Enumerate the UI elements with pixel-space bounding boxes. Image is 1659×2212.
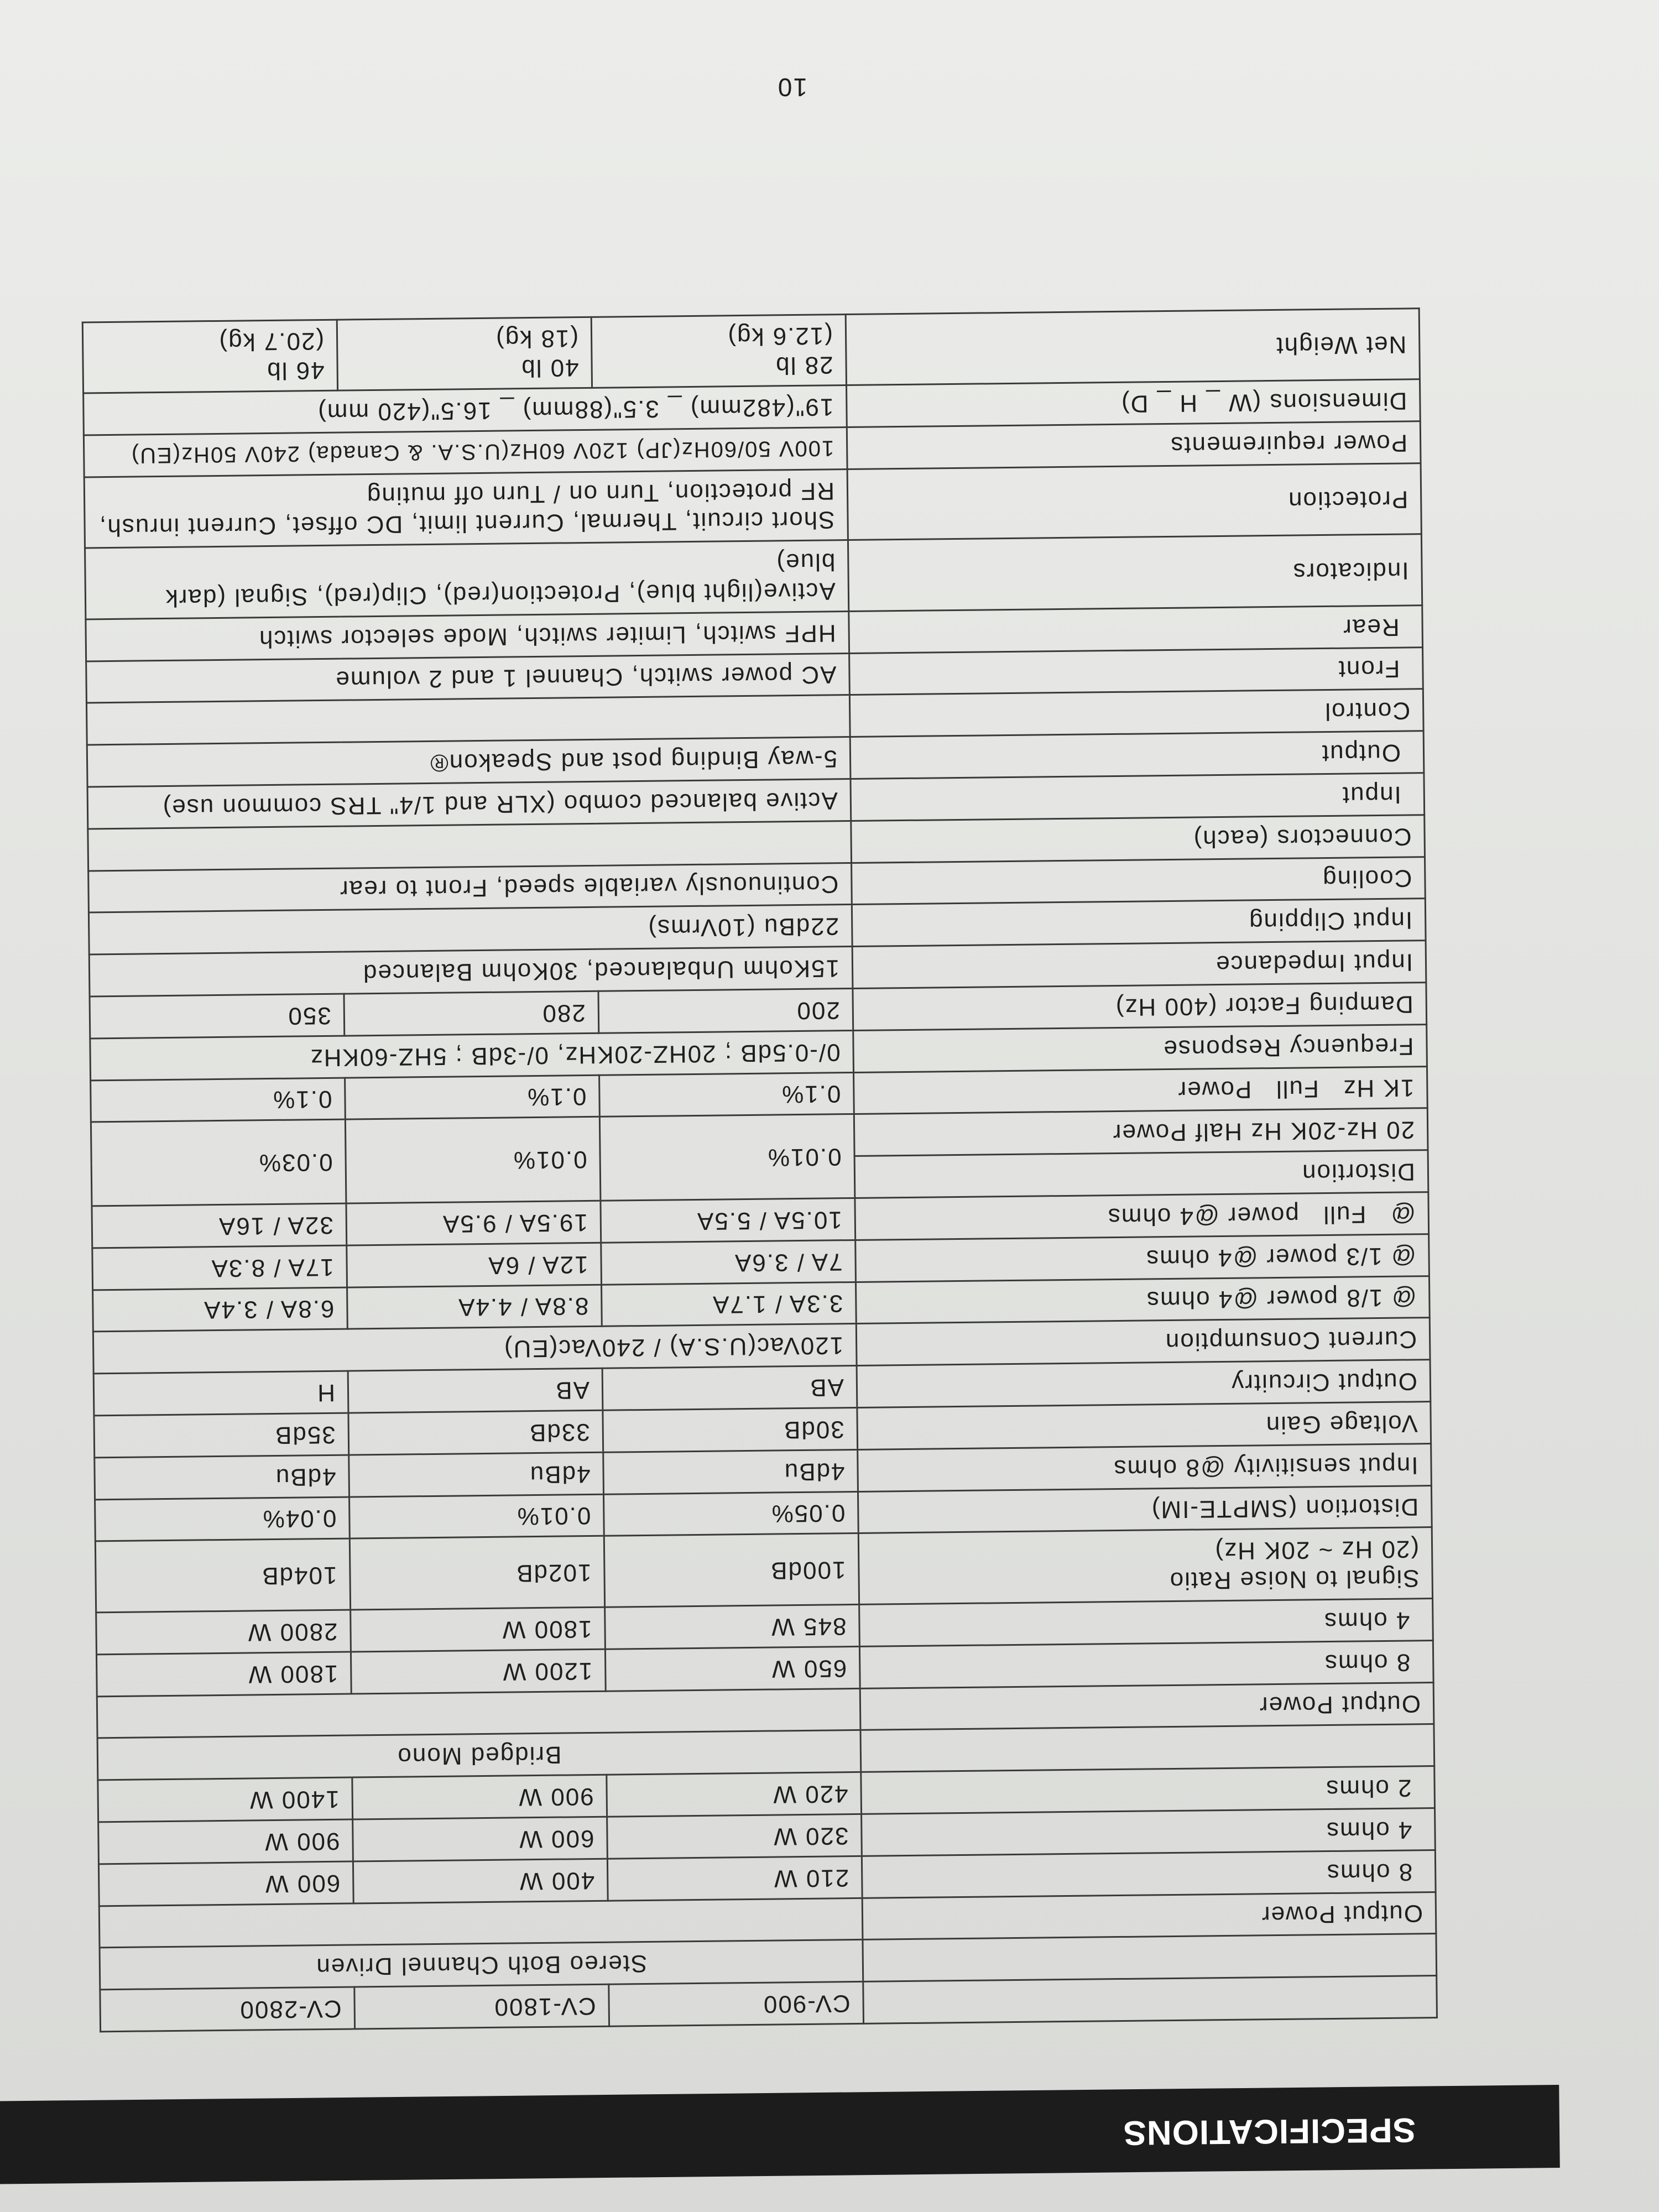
row-label: Dimensions (W _ H _ D) <box>847 379 1421 427</box>
cell-value: 0.1% <box>91 1078 346 1123</box>
row-label: 4 ohms <box>862 1808 1436 1856</box>
cell-value: 900 W <box>98 1819 353 1864</box>
cell-value: 280 <box>344 991 599 1036</box>
row-label: Voltage Gain <box>857 1402 1431 1450</box>
row-label: Output Power <box>860 1682 1434 1730</box>
cell-value: 4dBu <box>349 1452 604 1497</box>
cell-value: 10.5A / 5.5A <box>601 1198 855 1243</box>
cell-value: 650 W <box>605 1646 860 1691</box>
cell-value: 0.01% <box>349 1494 604 1539</box>
cell-value: 30dB <box>603 1407 858 1452</box>
cell-value: 845 W <box>605 1604 860 1649</box>
cell-value: AB <box>348 1369 603 1413</box>
row-label: 8 ohms <box>862 1850 1436 1898</box>
row-label: 2 ohms <box>861 1766 1435 1814</box>
cell-value: Continuously variable speed, Front to rear <box>88 863 852 912</box>
row-label: Distortion <box>854 1150 1428 1198</box>
weight-lb: 40 lb <box>520 354 579 382</box>
row-label-sub: (20 Hz ~ 20K Hz) <box>1214 1535 1420 1565</box>
cell-value: 104dB <box>95 1538 350 1612</box>
weight-kg: (18 kg) <box>494 325 579 353</box>
model-cv900: CV-900 <box>609 1982 864 2027</box>
cell-value: 8.8A / 4.4A <box>347 1285 602 1329</box>
row-label: Frequency Response <box>853 1024 1427 1072</box>
header-label-cell <box>863 1976 1437 2024</box>
section-bridged-label: Bridged Mono <box>97 1730 861 1780</box>
row-label: Cooling <box>852 857 1426 905</box>
row-label: 4 ohms <box>859 1599 1433 1647</box>
cell-value: 3.3A / 1.7A <box>602 1282 857 1327</box>
cell-value: 7A / 3.6A <box>601 1240 856 1285</box>
cell-value-two-line <box>82 320 337 393</box>
row-label: Front <box>849 647 1423 695</box>
cell-value: 4dBu <box>95 1455 349 1500</box>
row-label: Input <box>851 773 1425 821</box>
cell-value: 6.8A / 3.4A <box>93 1287 348 1332</box>
row-label: Current Consumption <box>856 1318 1430 1366</box>
weight-kg: (20.7 kg) <box>218 327 325 356</box>
cell-value: 1800 W <box>351 1607 606 1652</box>
table-row <box>85 534 1422 619</box>
cell-value: 5-way Binding post and Speakon® <box>87 737 851 787</box>
cell-value: 0.03% <box>91 1120 346 1206</box>
row-label: 1K Hz Full Power <box>854 1066 1428 1114</box>
row-label: Net Weight <box>846 308 1420 385</box>
cell-value: 320 W <box>607 1814 862 1859</box>
section-stereo-label: Stereo Both Channel Driven <box>100 1940 863 1990</box>
cell-value: HPF switch, Limiter switch, Mode selector switch <box>86 611 849 661</box>
weight-lb: 28 lb <box>774 351 833 379</box>
row-label: Indicators <box>848 534 1422 611</box>
row-label: Output Power <box>862 1892 1436 1940</box>
cell-value: 400 W <box>353 1859 608 1903</box>
weight-lb: 46 lb <box>266 357 325 385</box>
row-label: Control <box>849 689 1423 737</box>
cell-value: 19"(482mm) _ 3.5"(88mm) _ 16.5"(420 mm) <box>84 385 847 435</box>
section-label-cell <box>860 1724 1434 1772</box>
empty-cell <box>88 821 852 870</box>
cell-value: H <box>93 1371 348 1416</box>
cell-value: 210 W <box>607 1856 862 1901</box>
cell-value: 102dB <box>349 1536 604 1610</box>
cell-value: 1400 W <box>98 1777 353 1822</box>
cell-value: 0.05% <box>603 1491 858 1536</box>
cell-value: 12A / 6A <box>347 1243 602 1287</box>
cell-value: Short circuit, Thermal, Current limit, DC offset, Current inrush, RF protection, Turn on / Turn off muting <box>84 469 848 548</box>
row-label: 8 ohms <box>859 1640 1433 1688</box>
cell-value-two-line <box>591 314 846 388</box>
cell-value: 350 <box>90 994 345 1039</box>
empty-cell <box>86 695 850 745</box>
cell-value: 2800 W <box>96 1610 351 1655</box>
cell-value: 200 <box>598 989 853 1034</box>
page-number: 10 <box>776 73 807 102</box>
cell-value: 120Vac(U.S.A) / 240Vac(EU) <box>93 1324 857 1374</box>
row-label: Signal to Noise Ratio <box>1168 1564 1420 1595</box>
model-cv1800: CV-1800 <box>354 1984 609 2029</box>
empty-cell <box>99 1898 863 1948</box>
empty-cell <box>97 1688 860 1738</box>
section-label-cell <box>863 1934 1437 1982</box>
cell-value: 420 W <box>607 1772 862 1817</box>
row-label: Protection <box>847 463 1421 540</box>
row-label: @ 1/3 power @4 ohms <box>855 1234 1430 1282</box>
cell-value: 0.04% <box>95 1497 350 1542</box>
row-label: Distortion (SMPTE-IM) <box>858 1485 1432 1533</box>
cell-value: 33dB <box>348 1410 603 1455</box>
weight-kg: (12.6 kg) <box>727 322 833 351</box>
specifications-table <box>82 307 1438 2033</box>
row-label: Connectors (each) <box>851 815 1425 863</box>
row-label: @ 1/8 power @4 ohms <box>855 1276 1430 1324</box>
cell-value: 0.1% <box>599 1072 854 1117</box>
cell-value: 32A / 16A <box>92 1203 347 1248</box>
cell-value: Active(light blue), Protection(red), Clip(red), Signal (dark blue) <box>85 540 849 619</box>
cell-value: 35dB <box>94 1413 349 1458</box>
cell-value: 0/-0.5dB ; 20HZ-20KHz, 0/-3dB ; 5HZ-60KHz <box>90 1030 854 1080</box>
cell-value: 900 W <box>352 1775 607 1819</box>
page-title: SPECIFICATIONS <box>1123 2110 1416 2152</box>
header-banner <box>0 2085 1560 2184</box>
cell-value: 17A / 8.3A <box>92 1245 347 1290</box>
cell-value: 1200 W <box>351 1649 606 1694</box>
row-label: Input Clipping <box>852 899 1426 947</box>
cell-value: 22dBu (10Vrms) <box>88 905 852 954</box>
cell-value: 0.1% <box>345 1075 600 1120</box>
row-label-two-line <box>858 1527 1432 1604</box>
row-label: Output <box>850 731 1424 779</box>
row-label: Rear <box>849 606 1423 654</box>
row-label: Input Impedance <box>852 941 1426 989</box>
row-label: Output Circuitry <box>857 1360 1431 1408</box>
cell-value: 4dBu <box>603 1449 858 1494</box>
cell-value: 1800 W <box>96 1652 351 1697</box>
cell-value: 0.01% <box>345 1117 601 1203</box>
cell-value: Active balanced combo (XLR and 1/4" TRS common use) <box>87 779 851 829</box>
row-label: 20 Hz-20K Hz Half Power <box>854 1108 1428 1156</box>
cell-value: AC power switch, Channel 1 and 2 volume <box>86 653 850 703</box>
row-label: Damping Factor (400 Hz) <box>853 983 1427 1031</box>
cell-value-two-line <box>337 317 592 390</box>
cell-value: 100dB <box>604 1533 859 1607</box>
table-row <box>82 308 1420 393</box>
cell-value: 19.5A / 9.5A <box>346 1201 601 1245</box>
model-cv2800: CV-2800 <box>100 1987 355 2032</box>
cell-value: AB <box>602 1366 857 1411</box>
cell-value: 600 W <box>353 1817 608 1861</box>
row-label: Power requirements <box>847 421 1421 469</box>
table-row <box>84 463 1421 548</box>
row-label: @ Full power @4 ohms <box>855 1192 1429 1240</box>
cell-value: 100V 50/60Hz(JP) 120V 60Hz(U.S.A. & Canada) 240V 50Hz(EU) <box>84 427 847 477</box>
row-label: Input sensitivity @8 ohms <box>858 1443 1432 1491</box>
cell-value: 0.01% <box>599 1114 855 1201</box>
cell-value: 15Kohm Unbalanced, 30Kohm Balanced <box>89 947 853 997</box>
table-row <box>95 1527 1432 1613</box>
cell-value: 600 W <box>98 1861 353 1906</box>
